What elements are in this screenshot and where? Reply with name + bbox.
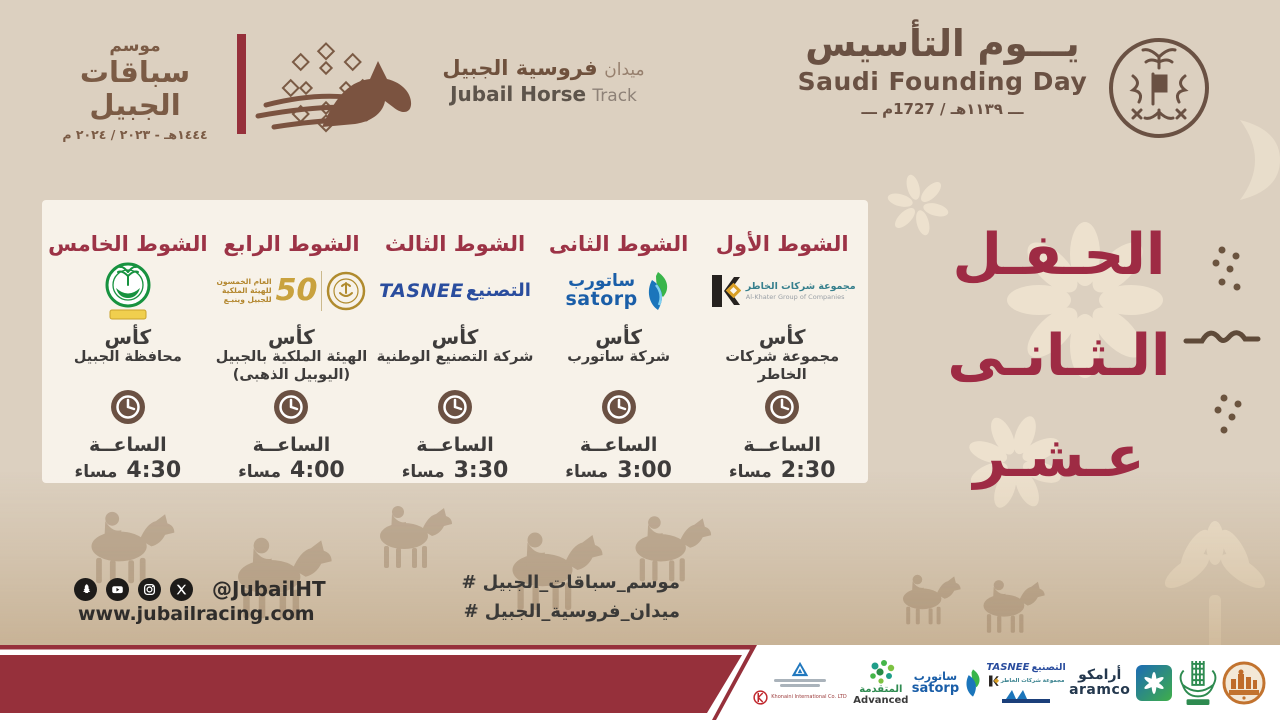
time-value: 4:30 (126, 458, 182, 483)
dots-ornament-bottom (1215, 395, 1242, 434)
race-card-5 (47, 200, 209, 483)
time-period: مساء (74, 462, 118, 482)
track-name-en (436, 82, 651, 106)
race-time (75, 458, 182, 483)
cup-name: الهيئة الملكية بالجبيل (215, 348, 368, 365)
time-period: مساء (401, 462, 445, 482)
tasnee-name-ar: التصنيع (1031, 661, 1066, 673)
snapchat-icon[interactable] (74, 578, 97, 601)
sponsor-logos-row (742, 645, 1274, 720)
social-handle[interactable]: @JubailHT (212, 577, 326, 601)
alkhater-logo (709, 256, 856, 326)
race-time (729, 458, 836, 483)
track-en-main: Jubail Horse (450, 82, 587, 106)
alkhater-mini-logo (988, 675, 1065, 687)
municipality-emblem-icon (1177, 659, 1219, 707)
am-contracting-logo-icon (1000, 689, 1052, 704)
tasnee-name-en: TASNEE (986, 661, 1030, 673)
satorp-name-en: satorp (911, 680, 960, 696)
sponsor-institute (750, 661, 850, 705)
hour-label: الساعــة (252, 434, 331, 456)
cup-word: كأس (268, 324, 315, 349)
bird-ornament (1186, 333, 1258, 341)
track-logo (436, 56, 651, 106)
time-value: 3:00 (617, 458, 672, 483)
season-pre: موسم (109, 36, 161, 56)
micro-text-bar (780, 684, 820, 687)
clock-icon (438, 390, 472, 428)
tasnee-name-en: TASNEE (379, 279, 464, 302)
race-time (565, 458, 672, 483)
instagram-icon[interactable] (138, 578, 161, 601)
event-title-line2: الـثـانـى (947, 323, 1171, 389)
advanced-name-en: Advanced (853, 695, 909, 706)
founding-ar: يـــوم التأسيس (805, 22, 1080, 65)
alkhater-k-icon (709, 274, 741, 308)
time-period: مساء (565, 462, 609, 482)
cup-name: شركة ساتورب (567, 348, 670, 365)
sponsor-advanced (853, 659, 908, 706)
time-value: 4:00 (290, 458, 345, 483)
time-value: 2:30 (780, 458, 836, 483)
season-divider-bar (237, 34, 246, 134)
track-ar-main: فروسية الجبيل (442, 56, 598, 80)
race-title: الشوط الأول (715, 232, 849, 256)
time-period: مساء (728, 462, 772, 482)
founding-en: Saudi Founding Day (797, 67, 1088, 96)
divider (321, 271, 322, 311)
sponsor-tasnee-group (986, 662, 1065, 704)
satorp-name-ar: ساتورب (913, 669, 958, 683)
founding-day-emblem-icon (1103, 26, 1215, 150)
aramco-name-en: aramco (1069, 681, 1131, 698)
season-logo (38, 36, 232, 142)
track-ar-pre: ميدان (604, 60, 645, 80)
cup-block (567, 326, 670, 390)
cup-block (74, 326, 182, 390)
track-name-ar (436, 56, 651, 80)
event-title-line3: عـشـر (973, 424, 1145, 490)
race-card-2 (538, 200, 700, 483)
satorp-logo (565, 256, 671, 326)
sponsor-eastern-emblem (1222, 661, 1266, 705)
hashtags (380, 572, 680, 622)
advanced-dots-icon (866, 659, 896, 685)
tasnee-mini-logo (986, 662, 1065, 673)
race-title: الشوط الثالث (384, 232, 526, 256)
jubail-governorate-logo (103, 256, 153, 326)
time-period: مساء (238, 462, 282, 482)
cup-block (377, 326, 534, 390)
cup-name: شركة التصنيع الوطنية (376, 348, 534, 365)
aramco-star-icon (1135, 664, 1173, 702)
cup-block (216, 326, 367, 390)
race-time (238, 458, 345, 483)
race-title: الشوط الثانى (548, 232, 689, 256)
tasnee-logo (379, 256, 531, 326)
rc50-line3: للجبيل وينبـع (223, 295, 272, 305)
season-dates: ١٤٤٤هـ - ٢٠٢٣ / ٢٠٢٤ م (62, 126, 208, 142)
race-title: الشوط الرابع (223, 232, 360, 256)
cup-word: كأس (595, 324, 642, 349)
race-card-3 (374, 200, 536, 483)
website-link[interactable]: www.jubailracing.com (78, 603, 315, 625)
hashtag-1[interactable] (462, 572, 680, 593)
alkhater-name-en: Al-Khater Group of Companies (745, 292, 845, 301)
micro-text-bar (774, 679, 826, 682)
satorp-leaf-icon (644, 271, 672, 311)
dots-ornament-top (1213, 247, 1241, 291)
event-title-line1: الحـفـل (952, 222, 1166, 288)
cup-word: كأس (104, 324, 152, 349)
sponsor-jubail-municipality (1177, 659, 1219, 707)
horse-head-logo-icon (252, 33, 438, 139)
satorp-name-ar: ساتورب (568, 270, 636, 291)
alkhater-k-icon (988, 675, 999, 687)
hash-symbol: # (463, 601, 479, 622)
khonaini-name: Khonaini International Co. LTD (771, 694, 847, 700)
clock-icon (274, 390, 308, 428)
red-ribbon (0, 645, 765, 720)
advanced-name-ar: المتقدمة (859, 684, 903, 695)
institute-logo-icon (791, 661, 809, 677)
hashtag-text: ميدان_فروسية_الجبيل (484, 601, 680, 622)
royal-commission-emblem-icon (326, 271, 366, 311)
hashtag-2[interactable] (464, 601, 680, 622)
alkhater-name-ar: مجموعة شركات الخاطر (1000, 677, 1065, 684)
founding-day-logo (790, 22, 1095, 118)
khonaini-logo-icon (753, 690, 768, 705)
cup-word: كأس (431, 324, 479, 349)
sponsor-khonaini (753, 690, 846, 705)
race-title: الشوط الخامس (48, 232, 208, 256)
cup-name: مجموعة شركات الخاطر (725, 348, 840, 384)
x-icon[interactable] (170, 578, 193, 601)
satorp-name-en: satorp (565, 287, 638, 310)
clock-icon (602, 390, 636, 428)
social-row (74, 577, 326, 601)
hour-label: الساعــة (89, 434, 167, 456)
hour-label: الساعــة (743, 434, 822, 456)
sponsor-aramco (1069, 664, 1173, 702)
hour-label: الساعــة (416, 434, 494, 456)
rc50-line2: للهيئة الملكية (222, 286, 272, 296)
hour-label: الساعــة (579, 434, 658, 456)
cup-name: محافظة الجبيل (73, 348, 182, 365)
time-value: 3:30 (453, 458, 509, 483)
race-card-1 (701, 200, 863, 483)
hash-symbol: # (461, 572, 477, 593)
rc50-line1: العام الخمسون (216, 276, 272, 286)
tasnee-name-ar: التصنيع (465, 280, 531, 302)
race-schedule-panel (42, 200, 868, 483)
track-en-sub: Track (592, 86, 637, 106)
alkhater-name-ar: مجموعة شركات الخاطر (745, 280, 856, 292)
event-title (933, 205, 1185, 508)
season-title: سباقات الجبيل (79, 55, 191, 123)
founding-dates: ـــ ١١٣٩هـ / 1727م ـــ (861, 100, 1024, 118)
jubail-governorate-emblem-icon (103, 260, 153, 322)
royal-commission-50-logo (217, 256, 367, 326)
race-card-4 (210, 200, 372, 483)
satorp-leaf-icon (963, 668, 983, 698)
clock-icon (111, 390, 145, 428)
sponsor-satorp (912, 668, 983, 698)
eastern-emblem-icon (1222, 661, 1266, 705)
cup-block (701, 326, 863, 390)
cup-name-2: (اليوبيل الذهبى) (232, 367, 351, 384)
youtube-icon[interactable] (106, 578, 129, 601)
rc50-number: 50 (275, 273, 318, 309)
cup-word: كأس (758, 324, 806, 349)
race-time (402, 458, 509, 483)
clock-icon (765, 390, 799, 428)
hashtag-text: موسم_سباقات_الجبيل (482, 572, 680, 593)
aramco-name-ar: أرامكو (1078, 666, 1122, 683)
